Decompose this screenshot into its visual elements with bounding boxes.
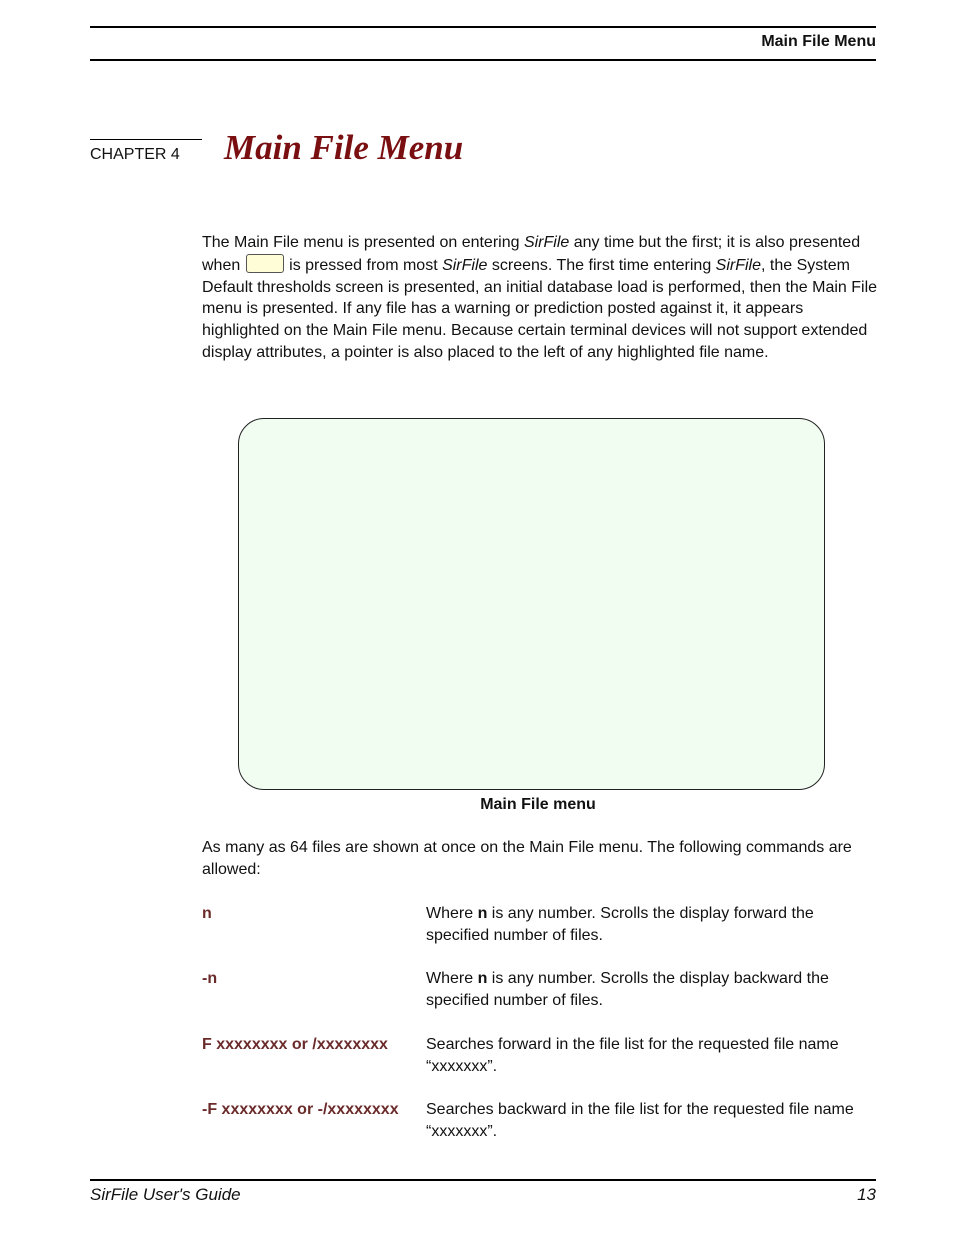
command-description: Searches backward in the file list for the requested file name “xxxxxxx”. (426, 1101, 854, 1140)
chapter-rule (90, 139, 202, 140)
intro-paragraph: The Main File menu is presented on entering SirFile any time but the first; it is also presented when is pressed from most SirFile screens. The first time entering SirFile, the System Default thresholds screen is presented, an initial database load is performed, then the Main File menu is presented. If any file has a warning or prediction posted against it, it appears highlighted on the Main File menu. Because certain terminal devices will not support extended display attributes, a pointer is also placed to the left of any highlighted file name. (202, 234, 878, 361)
page-number: 13 (857, 1185, 876, 1204)
figure-caption: Main File menu (480, 796, 596, 813)
main-file-menu-screen (238, 418, 825, 790)
command-description: Where n is any number. Scrolls the display backward the specified number of files. (426, 970, 829, 1009)
footer-guide-title: SirFile User's Guide (90, 1185, 241, 1204)
command-key: F xxxxxxxx or /xxxxxxxx (202, 1036, 388, 1053)
command-key: -F xxxxxxxx or -/xxxxxxxx (202, 1101, 399, 1118)
product-name: SirFile (523, 234, 570, 251)
product-name: SirFile (442, 256, 488, 274)
commands-intro: As many as 64 files are shown at once on the Main File menu. The following commands are allowed: (202, 839, 852, 878)
product-name: SirFile (715, 256, 762, 274)
command-description: Where n is any number. Scrolls the display forward the specified number of files. (426, 905, 814, 944)
footer-rule (90, 1179, 876, 1181)
command-key: n (202, 905, 212, 922)
running-header: Main File Menu (761, 33, 876, 50)
header-rule-top (90, 26, 876, 28)
command-description: Searches forward in the file list for the requested file name “xxxxxxx”. (426, 1036, 839, 1075)
chapter-title: Main File Menu (224, 128, 464, 167)
key-icon (246, 254, 284, 273)
header-rule-bottom (90, 59, 876, 61)
chapter-label: CHAPTER 4 (90, 146, 180, 163)
command-key: -n (202, 970, 218, 987)
